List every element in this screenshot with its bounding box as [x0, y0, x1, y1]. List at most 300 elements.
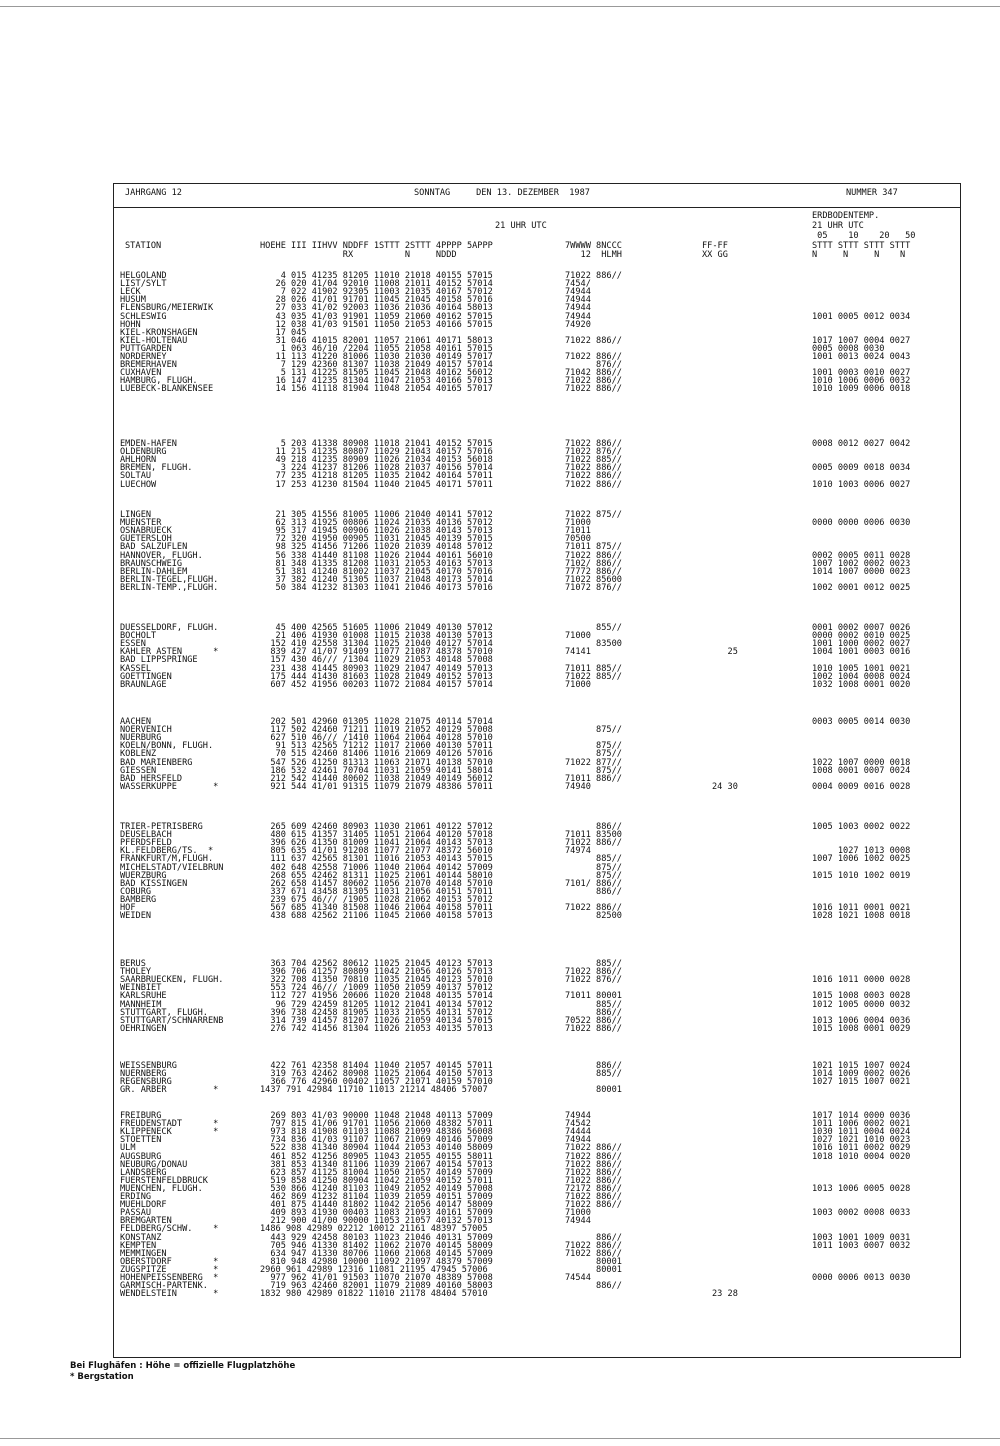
weather-values: 83500	[565, 639, 622, 650]
main-values: 37 382 41240 51305 11037 21048 40173 57014	[260, 574, 493, 585]
main-values: 265 609 42460 80903 11030 21061 40122 57012	[260, 822, 493, 832]
main-values: 366 776 42960 00402 11057 21071 40159 57010	[260, 1077, 493, 1088]
main-values: 212 542 41440 80602 11038 21049 40149 56012	[260, 773, 493, 784]
column-header-main-sub: RX N NDDD	[260, 250, 457, 260]
main-values: 319 763 42462 80908 11025 21064 40150 57013	[260, 1069, 493, 1080]
station-name: KEMPTEN	[120, 1240, 157, 1251]
station-name: PFERDSFELD	[120, 838, 172, 849]
table-row	[0, 912, 1000, 921]
weather-values: 74542	[565, 1119, 591, 1130]
main-values: 810 948 42980 10000 11092 21097 48379 57009	[260, 1256, 493, 1267]
station-name: GOETTINGEN	[120, 671, 172, 682]
main-values: 1 063 46/10 /2204 11055 21058 40161 57015	[260, 343, 493, 354]
column-header-ff: FF-FF	[702, 241, 728, 251]
weather-values: 71022 886//	[565, 384, 622, 395]
main-values: 72 320 41950 00905 11031 21045 40139 57015	[260, 534, 493, 545]
soil-values: 0004 0009 0016 0028	[812, 781, 911, 792]
weather-values: 876//	[565, 360, 622, 371]
weather-values: 71022 886//	[565, 1023, 622, 1034]
main-values: 839 427 41/07 91409 11077 21087 48378 57010	[260, 647, 493, 658]
main-values: 12 038 41/03 91501 11050 21053 40166 57015	[260, 319, 493, 330]
main-values: 805 635 41/01 91208 11077 21077 48372 56010	[260, 846, 493, 857]
soil-values: 0001 0002 0007 0026	[812, 623, 911, 633]
station-name: BERLIN-TEMP.,FLUGH.	[120, 582, 219, 593]
soil-values: 1013 1006 0005 0028	[812, 1183, 911, 1194]
weather-values: 70522 886//	[565, 1015, 622, 1026]
main-values: 14 156 41118 81904 11048 21054 40165 57017	[260, 384, 493, 395]
weather-values: 71022 886//	[565, 479, 622, 490]
station-name: WENDELSTEIN *	[120, 1289, 219, 1300]
main-values: 438 688 42562 21106 11045 21060 40158 57013	[260, 911, 493, 922]
gust-values: 23 28	[712, 1289, 738, 1300]
weather-values: 71022 886//	[565, 352, 622, 362]
weather-values: 71000	[565, 518, 591, 529]
soil-values: 0002 0005 0011 0028	[812, 550, 911, 561]
soil-values: 1015 1008 0003 0028	[812, 991, 911, 1002]
soil-values: 1001 0005 0012 0034	[812, 311, 911, 322]
soil-values: 1015 1008 0001 0029	[812, 1023, 911, 1034]
station-name: OBERSTDORF *	[120, 1256, 219, 1267]
weather-values: 71022 886//	[565, 1240, 622, 1251]
weather-values: 71022 875//	[565, 510, 622, 520]
column-header-ff-sub: XX GG	[702, 250, 728, 260]
station-name: KONSTANZ	[120, 1232, 162, 1243]
soil-values: 1014 1009 0002 0026	[812, 1069, 911, 1080]
station-name: KL.FELDBERG/TS. *	[120, 846, 214, 857]
station-name: NUERNBERG	[120, 1069, 167, 1080]
main-values: 112 727 41956 20606 11020 21048 40135 57014	[260, 991, 493, 1002]
main-values: 262 658 41457 80602 11056 21070 40148 57010	[260, 878, 493, 889]
soil-values: 1032 1008 0001 0020	[812, 679, 911, 690]
station-name: SAARBRUECKEN, FLUGH.	[120, 975, 224, 986]
soil-values: 1008 0001 0007 0024	[812, 765, 911, 776]
station-name: BAD KISSINGEN	[120, 878, 188, 889]
station-name: FLENSBURG/MEIERWIK	[120, 303, 214, 314]
weather-values: 885//	[565, 959, 622, 969]
station-name: WEISSENBURG	[120, 1061, 177, 1071]
main-values: 634 947 41330 80706 11060 21068 40145 57009	[260, 1248, 493, 1259]
station-name: PASSAU	[120, 1208, 152, 1219]
weather-values: 875//	[565, 870, 622, 881]
main-values: 396 738 42458 81905 11033 21055 40131 57012	[260, 1007, 493, 1018]
weather-values: 82500	[565, 911, 622, 922]
weather-values: 74444	[565, 1127, 591, 1138]
soil-values: 1018 1010 0004 0020	[812, 1151, 911, 1162]
main-values: 977 962 41/01 91503 11070 21070 48389 57008	[260, 1273, 493, 1283]
main-values: 462 869 41232 81104 11039 21059 40151 57009	[260, 1192, 493, 1202]
main-values: 268 655 42462 81311 11025 21061 40144 58010	[260, 870, 493, 881]
soil-values: 1010 1003 0006 0027	[812, 479, 911, 490]
soil-values: 1012 1005 0000 0032	[812, 999, 911, 1010]
main-values: 157 430 46/// /1304 11029 21053 40148 57008	[260, 655, 493, 666]
soil-values: 0003 0005 0014 0030	[812, 717, 911, 727]
main-values: 21 305 41556 81005 11006 21040 40141 57012	[260, 510, 493, 520]
station-name: LUECHOW	[120, 479, 157, 490]
main-values: 7 022 41902 92305 11003 21035 40167 57012	[260, 287, 493, 298]
soil-values: 1027 1015 1007 0021	[812, 1077, 911, 1088]
station-name: NEUBURG/DONAU	[120, 1159, 188, 1170]
soil-values: 1002 0001 0012 0025	[812, 582, 911, 593]
station-name: REGENSBURG	[120, 1077, 172, 1088]
main-values: 1486 908 42989 02212 10012 21161 48397 57005	[260, 1224, 488, 1235]
weather-values: 885//	[565, 854, 622, 865]
station-name: BAD HERSFELD	[120, 773, 183, 784]
weather-values: 71022 886//	[565, 838, 622, 849]
main-values: 98 325 41456 71206 11020 21039 40148 57012	[260, 542, 493, 553]
main-values: 81 348 41335 81208 11031 21053 40163 57013	[260, 558, 493, 569]
station-name: KOELN/BONN, FLUGH.	[120, 741, 214, 752]
main-values: 2960 961 42989 12316 11081 21195 47945 57006	[260, 1264, 488, 1275]
weather-values: 885//	[565, 999, 622, 1010]
soil-values: 1010 1005 1001 0021	[812, 663, 911, 674]
station-name: MEMMINGEN	[120, 1248, 167, 1259]
main-values: 16 147 41235 81304 11047 21053 40166 57013	[260, 376, 493, 387]
main-values: 202 501 42960 01305 11028 21075 40114 57014	[260, 717, 493, 727]
station-name: GARMISCH-PARTENK.	[120, 1281, 208, 1292]
weather-values: 71000	[565, 1208, 591, 1219]
station-name: PUTTGARDEN	[120, 343, 172, 354]
main-values: 705 946 41330 81402 11062 21070 40145 58009	[260, 1240, 493, 1251]
main-values: 26 020 41/04 92010 11008 21011 40152 57014	[260, 279, 493, 290]
weather-values: 71022 886//	[565, 1159, 622, 1170]
weather-values: 886//	[565, 1281, 622, 1292]
main-values: 50 384 41232 81303 11041 21046 40173 57016	[260, 582, 493, 593]
weather-values: 80001	[565, 1256, 622, 1267]
weather-values: 74944	[565, 303, 591, 314]
main-values: 62 313 41925 00806 11024 21035 40136 57012	[260, 518, 493, 529]
station-name: KIEL-KRONSHAGEN	[120, 327, 198, 338]
station-name: BREMEN, FLUGH.	[120, 463, 193, 474]
weather-values: 74944	[565, 295, 591, 306]
main-values: 231 438 41445 80903 11029 21047 40149 57013	[260, 663, 493, 674]
weather-values: 71011 886//	[565, 773, 622, 784]
main-values: 96 729 42459 81205 11012 21041 40134 57012	[260, 999, 493, 1010]
weather-values: 71022 886//	[565, 1248, 622, 1259]
station-name: ERDING	[120, 1192, 152, 1202]
weather-values: 71022 886//	[565, 335, 622, 346]
weather-values: 74944	[565, 1216, 591, 1227]
soil-values: 1010 1009 0006 0018	[812, 384, 911, 395]
main-values: 27 033 41/02 92003 11036 21036 40164 58013	[260, 303, 493, 314]
weather-values: 71022 886//	[565, 471, 622, 482]
observation-time: 21 UHR UTC	[495, 221, 547, 231]
main-values: 11 215 41235 80807 11029 21043 40157 57016	[260, 447, 493, 458]
station-name: ESSEN	[120, 639, 146, 650]
main-values: 95 317 41945 00906 11026 21038 40143 57013	[260, 526, 493, 537]
station-name: LINGEN	[120, 510, 152, 520]
station-name: MUEHLDORF	[120, 1200, 167, 1211]
soil-values: 0000 0000 0006 0030	[812, 518, 911, 529]
main-values: 4 015 41235 81205 11010 21018 40155 57015	[260, 271, 493, 281]
weather-values: 71022 885//	[565, 455, 622, 466]
weather-values: 71022 886//	[565, 376, 622, 387]
main-values: 381 853 41340 81106 11039 21067 40154 57013	[260, 1159, 493, 1170]
station-name: BERLIN-TEGEL,FLUGH.	[120, 574, 219, 585]
main-values: 607 452 41956 00203 11072 21084 40157 57014	[260, 679, 493, 690]
weather-values: 885//	[565, 1069, 622, 1080]
station-name: KASSEL	[120, 663, 152, 674]
table-row	[0, 1025, 1000, 1034]
soil-values: 0000 0002 0010 0025	[812, 631, 911, 642]
station-name: KLIPPENECK *	[120, 1127, 219, 1138]
main-values: 11 113 41220 81006 11030 21030 40149 57017	[260, 352, 493, 362]
weather-values: 71042 886//	[565, 368, 622, 379]
weather-values: 71072 876//	[565, 582, 622, 593]
weather-values: 71022 885//	[565, 671, 622, 682]
main-values: 7 129 42360 81307 11038 21049 40157 57014	[260, 360, 493, 371]
weather-values: 74944	[565, 311, 591, 322]
soil-temp-depths: 05 10 20 50	[812, 231, 916, 241]
soil-values: 1017 1007 0004 0027	[812, 335, 911, 346]
weather-values: 71022 886//	[565, 1200, 622, 1211]
station-name: STUTTGART/SCHNARRENB	[120, 1015, 224, 1026]
station-name: NOERVENICH	[120, 725, 172, 736]
station-name: THOLEY	[120, 967, 152, 978]
station-name: BOCHOLT	[120, 631, 157, 642]
station-name: BRAUNSCHWEIG	[120, 558, 183, 569]
weather-values: 7454/	[565, 279, 591, 290]
main-values: 175 444 41430 81603 11028 21049 40152 57013	[260, 671, 493, 682]
main-values: 522 838 41340 80904 11044 21053 40140 58009	[260, 1143, 493, 1154]
weather-values: 886//	[565, 886, 622, 897]
soil-values: 0005 0009 0018 0034	[812, 463, 911, 474]
station-name: KIEL-HOLTENAU	[120, 335, 188, 346]
main-values: 443 929 42458 80103 11023 21046 40131 57009	[260, 1232, 493, 1243]
main-values: 117 502 42460 71211 11019 21052 40129 57008	[260, 725, 493, 736]
weather-values: 886//	[565, 1232, 622, 1243]
weather-values: 875//	[565, 749, 622, 760]
main-values: 45 400 42565 51605 11006 21049 40130 57012	[260, 623, 493, 633]
table-row	[0, 481, 1000, 490]
station-name: MUENSTER	[120, 518, 162, 529]
station-name: GUETERSLOH	[120, 534, 172, 545]
main-values: 567 685 41340 81508 11046 21064 40158 57011	[260, 903, 493, 913]
weather-values: 71022 886//	[565, 1192, 622, 1202]
main-values: 5 203 41338 80908 11018 21041 40152 57015	[260, 439, 493, 449]
weather-values: 71011 885//	[565, 663, 622, 674]
main-values: 973 818 41908 01103 11088 21099 48386 56008	[260, 1127, 493, 1138]
soil-values: 1002 1004 0008 0024	[812, 671, 911, 682]
main-values: 91 513 42565 71212 11017 21060 40130 57011	[260, 741, 493, 752]
station-name: BAD SALZUFLEN	[120, 542, 188, 553]
issue-date: SONNTAG DEN 13. DEZEMBER 1987	[414, 188, 590, 198]
main-values: 212 900 41/00 90000 11053 21057 40132 57013	[260, 1216, 493, 1227]
station-name: ULM	[120, 1143, 136, 1154]
station-name: TRIER-PETRISBERG	[120, 822, 203, 832]
main-values: 623 857 41125 81004 11050 21057 40149 57009	[260, 1167, 493, 1178]
weather-values: 74544	[565, 1273, 591, 1283]
station-name: EMDEN-HAFEN	[120, 439, 177, 449]
weather-values: 71022 886//	[565, 463, 622, 474]
soil-values: 1007 1002 0002 0023	[812, 558, 911, 569]
main-values: 49 218 41235 80909 11026 21034 40153 56018	[260, 455, 493, 466]
main-values: 396 706 41257 80809 11042 21056 40126 57013	[260, 967, 493, 978]
jahrgang: JAHRGANG 12	[125, 188, 182, 198]
soil-values: 0000 0006 0013 0030	[812, 1273, 911, 1283]
station-name: OEHRINGEN	[120, 1023, 167, 1034]
station-name: MUENCHEN, FLUGH.	[120, 1183, 203, 1194]
gust-values: 24 30	[712, 781, 738, 792]
column-header-soil-sub: N N N N	[812, 250, 906, 260]
soil-values: 1004 1001 0003 0016	[812, 647, 911, 658]
weather-values: 71022 85600	[565, 574, 622, 585]
station-name: FREIBURG	[120, 1111, 162, 1121]
weather-values: 74920	[565, 319, 591, 330]
weather-values: 886//	[565, 1061, 622, 1071]
station-name: COBURG	[120, 886, 152, 897]
main-values: 363 704 42562 80612 11025 21045 40123 57013	[260, 959, 493, 969]
station-name: CUXHAVEN	[120, 368, 162, 379]
main-values: 547 526 41250 81313 11063 21071 40138 57010	[260, 757, 493, 768]
station-name: HOHN	[120, 319, 141, 330]
weather-values: 71022 877//	[565, 757, 622, 768]
weather-values: 875//	[565, 765, 622, 776]
main-values: 186 532 42461 70704 11031 21059 40141 58014	[260, 765, 493, 776]
header-divider	[114, 207, 960, 208]
station-name: AACHEN	[120, 717, 152, 727]
weather-values: 77772 886//	[565, 566, 622, 577]
table-row	[0, 681, 1000, 690]
weather-values: 71022 886//	[565, 550, 622, 561]
weather-values: 886//	[565, 1007, 622, 1018]
table-row	[0, 584, 1000, 593]
weather-values: 71022 876//	[565, 975, 622, 986]
weather-values: 80001	[565, 1264, 622, 1275]
weather-values: 71000	[565, 631, 591, 642]
station-name: AHLHORN	[120, 455, 157, 466]
scan-edge-top	[0, 6, 1000, 7]
weather-values: 875//	[565, 741, 622, 752]
station-name: FRANKFURT/M,FLUGH.	[120, 854, 214, 865]
soil-values: 1001 1000 0002 0027	[812, 639, 911, 650]
soil-values: 1014 1007 0000 0023	[812, 566, 911, 577]
scan-edge-bottom	[0, 1438, 1000, 1439]
station-name: FREUDENSTADT *	[120, 1119, 219, 1130]
soil-values: 1007 1006 1002 0025	[812, 854, 911, 865]
soil-values: 1013 1006 0004 0036	[812, 1015, 911, 1026]
station-name: NORDERNEY	[120, 352, 167, 362]
footnote-airports: Bei Flughäfen : Höhe = offizielle Flugplatzhöhe	[70, 1361, 296, 1371]
station-name: STUTTGART, FLUGH.	[120, 1007, 208, 1018]
soil-values: 1017 1014 0000 0036	[812, 1111, 911, 1121]
station-name: KARLSRUHE	[120, 991, 167, 1002]
weather-values: 74944	[565, 1111, 591, 1121]
main-values: 17 253 41230 81504 11040 21045 40171 57011	[260, 479, 493, 490]
soil-values: 1011 1003 0007 0032	[812, 1240, 911, 1251]
station-name: STOETTEN	[120, 1135, 162, 1146]
station-name: WEINBIET	[120, 983, 162, 994]
station-name: HELGOLAND	[120, 271, 167, 281]
soil-temp-time: 21 UHR UTC	[812, 221, 864, 231]
main-values: 21 406 41930 01008 11015 21038 40130 57013	[260, 631, 493, 642]
soil-values: 1016 1011 0002 0029	[812, 1143, 911, 1154]
station-name: WUERZBURG	[120, 870, 167, 881]
station-name: ZUGSPITZE *	[120, 1264, 219, 1275]
main-values: 152 410 42558 31304 11025 21040 40127 57014	[260, 639, 493, 650]
weather-values: 74944	[565, 1135, 591, 1146]
soil-values: 1028 1021 1008 0018	[812, 911, 911, 922]
main-values: 519 858 41250 80904 11042 21059 40152 57011	[260, 1175, 493, 1186]
main-values: 401 875 41440 81802 11042 21056 40147 58009	[260, 1200, 493, 1211]
footnote-mountain-station: * Bergstation	[70, 1372, 134, 1382]
main-values: 402 648 42558 71006 11040 21064 40142 57009	[260, 862, 493, 873]
soil-values: 1005 1003 0002 0022	[812, 822, 911, 832]
weather-values: 71022 886//	[565, 1167, 622, 1178]
main-values: 43 035 41/03 91901 11059 21060 40162 57015	[260, 311, 493, 322]
soil-values: 1030 1011 0004 0024	[812, 1127, 911, 1138]
main-values: 480 615 41357 31405 11051 21064 40120 57018	[260, 830, 493, 841]
main-values: 1437 791 42984 11710 11013 21214 48406 57007	[260, 1085, 488, 1096]
main-values: 17 045	[260, 327, 307, 338]
weather-values: 71022 886//	[565, 1151, 622, 1162]
main-values: 322 708 41350 70810 11035 21045 40123 57010	[260, 975, 493, 986]
soil-values: 1027 1021 1010 0023	[812, 1135, 911, 1146]
soil-values: 1001 0003 0010 0027	[812, 368, 911, 379]
main-values: 5 131 41225 81505 11045 21048 40162 56012	[260, 368, 493, 379]
station-name: KOBLENZ	[120, 749, 157, 760]
soil-values: 1022 1007 0000 0018	[812, 757, 911, 768]
station-name: MANNHEIM	[120, 999, 162, 1010]
main-values: 627 510 46/// /1410 11064 21064 40128 57010	[260, 733, 493, 744]
weather-values: 7101/ 886//	[565, 878, 622, 889]
station-name: HANNOVER, FLUGH.	[120, 550, 203, 561]
station-name: BREMERHAVEN	[120, 360, 177, 371]
station-name: LANDSBERG	[120, 1167, 167, 1178]
station-name: OSNABRUECK	[120, 526, 172, 537]
station-name: DUESSELDORF, FLUGH.	[120, 623, 219, 633]
weather-values: 71022 886//	[565, 967, 622, 978]
station-name: DEUSELBACH	[120, 830, 172, 841]
soil-values: 1003 1001 1009 0031	[812, 1232, 911, 1243]
soil-values: 1010 1006 0006 0032	[812, 376, 911, 387]
soil-values: 1001 0013 0024 0043	[812, 352, 911, 362]
main-values: 3 224 41237 81206 11028 21037 40156 57014	[260, 463, 493, 474]
soil-values: 1027 1013 0008	[812, 846, 911, 857]
main-values: 51 381 41240 81002 11037 21045 40170 57016	[260, 566, 493, 577]
weather-values: 875//	[565, 725, 622, 736]
weather-values: 71022 886//	[565, 1143, 622, 1154]
weather-values: 71022 886//	[565, 439, 622, 449]
column-header-weather-sub: 12 HLMH	[565, 250, 622, 260]
station-name: BRAUNLAGE	[120, 679, 167, 690]
main-values: 396 626 41350 81009 11041 21064 40143 57013	[260, 838, 493, 849]
main-values: 422 761 42358 81404 11040 21057 40145 57011	[260, 1061, 493, 1071]
weather-values: 875//	[565, 862, 622, 873]
main-values: 31 046 41015 82001 11057 21061 40171 58013	[260, 335, 493, 346]
table-row	[0, 385, 1000, 394]
issue-number: NUMMER 347	[846, 188, 898, 198]
main-values: 239 675 46/// /1905 11028 21062 40153 57012	[260, 894, 493, 905]
soil-values: 0008 0012 0027 0042	[812, 439, 911, 449]
main-values: 797 815 41/06 91701 11056 21060 48382 57011	[260, 1119, 493, 1130]
station-name: WEIDEN	[120, 911, 152, 922]
column-header-soil: STTT STTT STTT STTT	[812, 241, 911, 251]
weather-values: 71011	[565, 526, 591, 537]
station-name: BREMGARTEN	[120, 1216, 172, 1227]
weather-values: 71000	[565, 679, 591, 690]
soil-values: 0005 0008 0030	[812, 343, 885, 354]
station-name: BERLIN-DAHLEM	[120, 566, 188, 577]
station-name: AUGSBURG	[120, 1151, 162, 1162]
station-name: HAMBURG, FLUGH.	[120, 376, 198, 387]
main-values: 409 893 41930 00403 11083 21093 40161 57009	[260, 1208, 493, 1219]
main-values: 1832 980 42989 01822 11010 21178 48404 57010	[260, 1289, 488, 1300]
station-name: LIST/SYLT	[120, 279, 167, 290]
main-values: 70 515 42460 81406 11016 21069 40126 57016	[260, 749, 493, 760]
weather-values: 74944	[565, 287, 591, 298]
weather-values: 71011 83500	[565, 830, 622, 841]
station-name: BERUS	[120, 959, 146, 969]
